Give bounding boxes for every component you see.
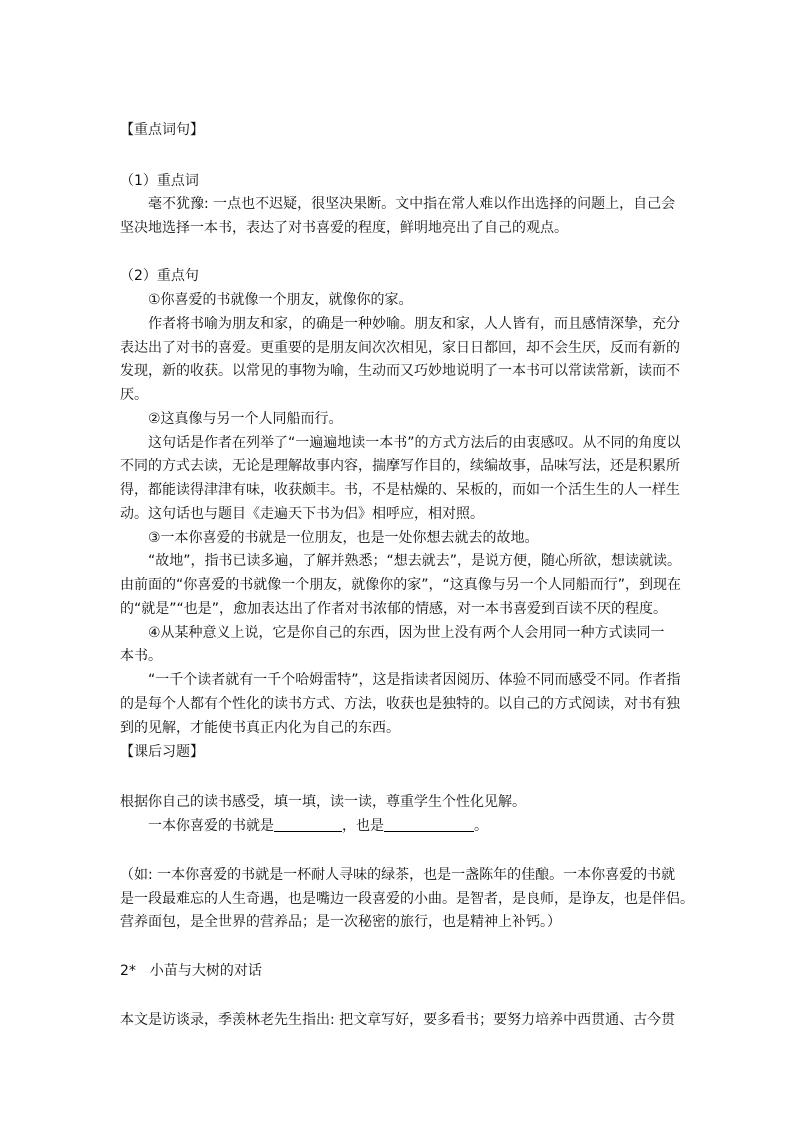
lesson-intro-line: 本文是访谈录，季羡林老先生指出: 把文章写好，要多看书；要努力培养中西贯通、古今贯 <box>120 1012 676 1028</box>
paragraph-line: 坚决地选择一本书，表达了对书喜爱的程度，鲜明地亮出了自己的观点。 <box>120 220 568 236</box>
fill-text-b: ，也是 <box>342 818 384 834</box>
section-heading-exercises: 【课后习题】 <box>120 744 204 760</box>
key-sentence-1: ①你喜爱的书就像一个朋友，就像你的家。 <box>148 292 413 308</box>
section-heading-key-words: 【重点词句】 <box>120 122 204 138</box>
blank-1 <box>274 817 342 832</box>
paragraph-line: 厌。 <box>120 387 148 403</box>
paragraph-line: “故地”，指书已读多遍，了解并熟悉；“想去就去”，是说方便，随心所欲，想读就读。 <box>148 553 682 569</box>
key-sentence-4-continued: 本书。 <box>120 648 162 664</box>
answer-line: （如: 一本你喜爱的书就是一杯耐人寻味的绿茶，也是一盏陈年的佳酿。一本你喜爱的书就 <box>120 867 676 883</box>
paragraph-line: 这句话是作者在列举了“一遍遍地读一本书”的方式方法后的由衷感叹。从不同的角度以 <box>148 435 681 451</box>
paragraph-line: “一千个读者就有一千个哈姆雷特”，这是指读者因阅历、体验不同而感受不同。作者指 <box>148 672 681 688</box>
paragraph-line: 的“就是”“也是”，愈加表达出了作者对书浓郁的情感，对一本书喜爱到百读不厌的程度。 <box>120 601 668 617</box>
fill-in-sentence <box>148 816 488 836</box>
lesson-title: 2* 小苗与大树的对话 <box>120 963 262 979</box>
fill-text-c: 。 <box>474 818 488 834</box>
exercise-prompt: 根据你自己的读书感受，填一填，读一读，尊重学生个性化见解。 <box>120 794 526 810</box>
paragraph-line: 动。这句话也与题目《走遍天下书为侣》相呼应，相对照。 <box>120 506 484 522</box>
paragraph-line: 由前面的“你喜爱的书就像一个朋友，就像你的家”，“这真像与另一个人同船而行”，到现在 <box>120 577 682 593</box>
key-sentence-4: ④从某种意义上说，它是你自己的东西，因为世上没有两个人会用同一种方式读同一 <box>148 625 665 641</box>
paragraph-line: 不同的方式去读，无论是理解故事内容，揣摩写作目的，续编故事，品味写法，还是积累所 <box>120 458 680 474</box>
paragraph-line: 作者将书喻为朋友和家，的确是一种妙喻。朋友和家，人人皆有，而且感情深挚，充分 <box>148 316 680 332</box>
paragraph-line: 的是每个人都有个性化的读书方式、方法，收获也是独特的。以自己的方式阅读，对书有独 <box>120 696 680 712</box>
key-sentence-2: ②这真像与另一个人同船而行。 <box>148 411 343 427</box>
paragraph-line: 表达出了对书的喜爱。更重要的是朋友间次次相见，家日日都回，却不会生厌，反而有新的 <box>120 340 680 356</box>
subheading-key-words: （1）重点词 <box>120 173 199 189</box>
answer-line: 是一段最难忘的人生奇遇，也是嘴边一段喜爱的小曲。是智者，是良师，是诤友，也是伴侣。 <box>120 891 694 907</box>
paragraph-line: 得，都能读得津津有味，收获颇丰。书，不是枯燥的、呆板的，而如一个活生生的人一样生 <box>120 482 680 498</box>
blank-2 <box>384 817 474 832</box>
key-sentence-3: ③一本你喜爱的书就是一位朋友，也是一处你想去就去的故地。 <box>148 530 539 546</box>
paragraph-line: 毫不犹豫: 一点也不迟疑，很坚决果断。文中指在常人难以作出选择的问题上，自己会 <box>148 196 676 212</box>
subheading-key-sentences: （2）重点句 <box>120 268 199 284</box>
fill-text-a: 一本你喜爱的书就是 <box>148 818 274 834</box>
paragraph-line: 到的见解，才能使书真正内化为自己的东西。 <box>120 720 400 736</box>
answer-line: 营养面包，是全世界的营养品；是一次秘密的旅行，也是精神上补钙。） <box>120 914 561 930</box>
paragraph-line: 发现，新的收获。以常见的事物为喻，生动而又巧妙地说明了一本书可以常读常新，读而不 <box>120 363 680 379</box>
